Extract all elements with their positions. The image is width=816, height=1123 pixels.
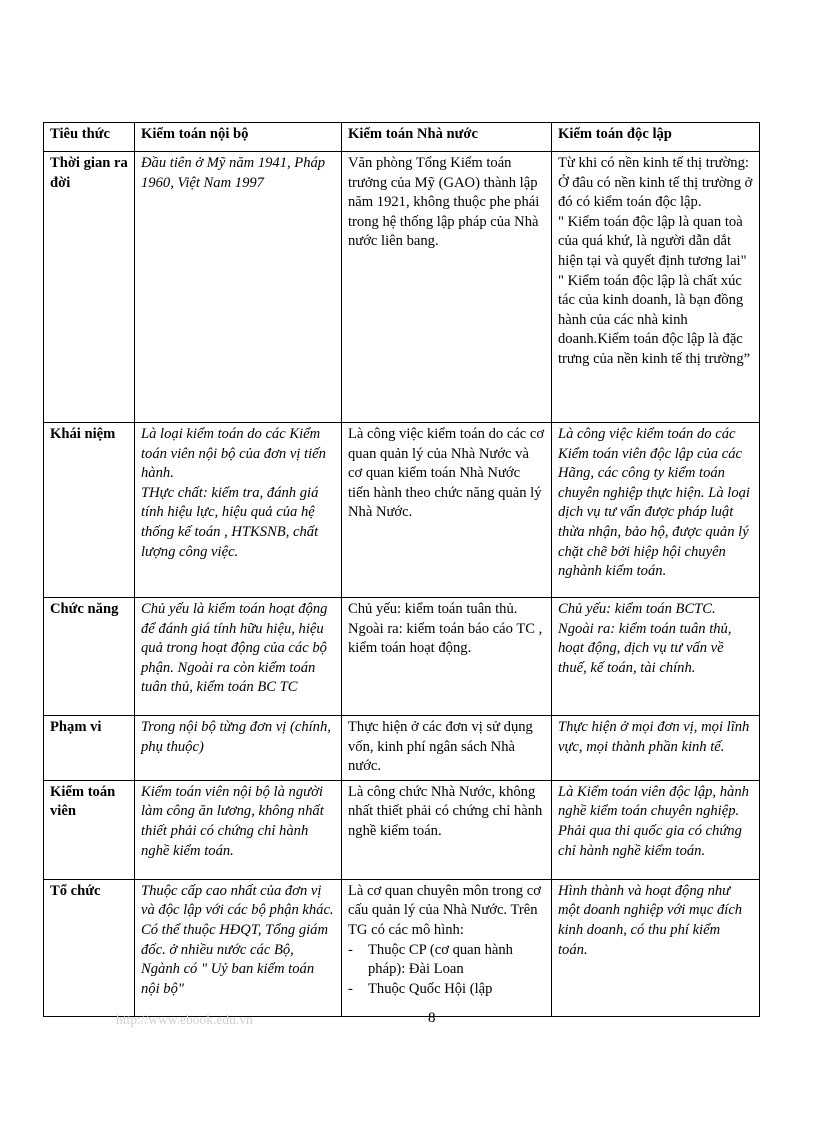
independent-text-2: Ngoài ra: kiểm toán tuân thủ, hoạt động, dịch vụ tư vấn về thuế, kế toán, tài chính. (558, 620, 732, 676)
internal-cell: Đầu tiên ở Mỹ năm 1941, Pháp 1960, Việt Nam 1997 (135, 152, 342, 423)
independent-text: Chủ yếu: kiểm toán BCTC. (558, 601, 716, 617)
page-number: 8 (428, 1010, 436, 1026)
independent-text: Từ khi có nền kinh tế thị trường: Ở đâu có nền kinh tế thị trường ở đó có kiểm toán độc lập. (558, 155, 753, 211)
internal-cell: Trong nội bộ từng đơn vị (chính, phụ thuộc) (135, 716, 342, 781)
list-item: - Thuộc Quốc Hội (lập (348, 980, 545, 1000)
header-state-audit: Kiểm toán Nhà nước (342, 123, 552, 152)
internal-cell (135, 423, 342, 598)
criterion-cell: Kiểm toán viên (44, 780, 135, 879)
state-cell (342, 598, 552, 716)
table-row (44, 423, 760, 598)
internal-cell: Thuộc cấp cao nhất của đơn vị và độc lập với các bộ phận khác. Có thể thuộc HĐQT, Tổng giám đốc. ở nhiều nước các Bộ, Ngành có " Uỷ ban kiểm toán nội bộ" (135, 879, 342, 1016)
table-row (44, 780, 760, 879)
table-row (44, 598, 760, 716)
state-cell: Văn phòng Tổng Kiểm toán trưởng của Mỹ (GAO) thành lập năm 1921, không thuộc phe phái trong hệ thống lập pháp của Nhà nước liên bang. (342, 152, 552, 423)
state-text: Là cơ quan chuyên môn trong cơ cấu quản lý của Nhà Nước. Trên TG có các mô hình: (348, 882, 541, 938)
state-text: Chủ yếu: kiểm toán tuân thủ. (348, 601, 518, 617)
state-cell: Là công việc kiểm toán do các cơ quan quản lý của Nhà Nước và cơ quan kiểm toán Nhà Nước tiến hành theo chức năng quản lý Nhà Nước. (342, 423, 552, 598)
criterion-cell: Chức năng (44, 598, 135, 716)
header-internal-audit: Kiểm toán nội bộ (135, 123, 342, 152)
independent-quote: " Kiểm toán độc lập là quan toà của quá khứ, là người dẫn dắt hiện tại và quyết định tương lai" " Kiểm toán độc lập là chất xúc tác của kinh doanh, là bạn đồng hành của các nhà kinh doanh.Kiểm toán độc lập là đặc trưng của nền kinh tế thị trường” (558, 213, 751, 367)
footer-url: http://www.ebook.edu.vn (116, 1012, 253, 1027)
criterion-cell: Phạm vi (44, 716, 135, 781)
state-cell: Là công chức Nhà Nước, không nhất thiết phải có chứng chỉ hành nghề kiểm toán. (342, 780, 552, 879)
table-row (44, 152, 760, 423)
criterion-cell: Tổ chức (44, 879, 135, 1016)
list-item: - Thuộc CP (cơ quan hành pháp): Đài Loan (348, 941, 545, 980)
internal-cell: Kiểm toán viên nội bộ là người làm công ăn lương, không nhất thiết phải có chứng chỉ hành nghề kiểm toán. (135, 780, 342, 879)
independent-cell: Hình thành và hoạt động như một doanh nghiệp với mục đích kinh doanh, có thu phí kiểm toán. (552, 879, 760, 1016)
comparison-table (43, 122, 760, 1017)
criterion-cell: Khái niệm (44, 423, 135, 598)
state-model-list (348, 941, 545, 1000)
header-independent-audit: Kiểm toán độc lập (552, 123, 760, 152)
independent-cell (552, 598, 760, 716)
independent-cell: Là công việc kiểm toán do các Kiểm toán viên độc lập của các Hãng, các công ty kiểm toán chuyên nghiệp thực hiện. Là loại dịch vụ tư vấn được pháp luật thừa nhận, bảo hộ, được quản lý chặt chẽ bởi hiệp hội chuyên nghành kiểm toán. (552, 423, 760, 598)
table-row (44, 879, 760, 1016)
independent-cell: Thực hiện ở mọi đơn vị, mọi lĩnh vực, mọi thành phần kinh tế. (552, 716, 760, 781)
internal-text: Là loại kiểm toán do các Kiểm toán viên nội bộ của đơn vị tiến hành. (141, 426, 326, 482)
independent-cell: Là Kiểm toán viên độc lập, hành nghề kiểm toán chuyên nghiệp. Phải qua thi quốc gia có chứng chỉ hành nghề kiểm toán. (552, 780, 760, 879)
internal-text-2: THực chất: kiểm tra, đánh giá tính hiệu lực, hiệu quả của hệ thống kế toán , HTKSNB, chất lượng công việc. (141, 484, 319, 560)
internal-cell: Chủ yếu là kiểm toán hoạt động để đánh giá tính hữu hiệu, hiệu quả trong hoạt động của các bộ phận. Ngoài ra còn kiểm toán tuân thủ, kiểm toán BC TC (135, 598, 342, 716)
criterion-cell: Thời gian ra đời (44, 152, 135, 423)
independent-cell (552, 152, 760, 423)
state-cell (342, 879, 552, 1016)
state-cell: Thực hiện ở các đơn vị sử dụng vốn, kinh phí ngân sách Nhà nước. (342, 716, 552, 781)
table-header-row (44, 123, 760, 152)
state-text-2: Ngoài ra: kiểm toán báo cáo TC , kiểm toán hoạt động. (348, 620, 543, 657)
header-criterion: Tiêu thức (44, 123, 135, 152)
table-row (44, 716, 760, 781)
